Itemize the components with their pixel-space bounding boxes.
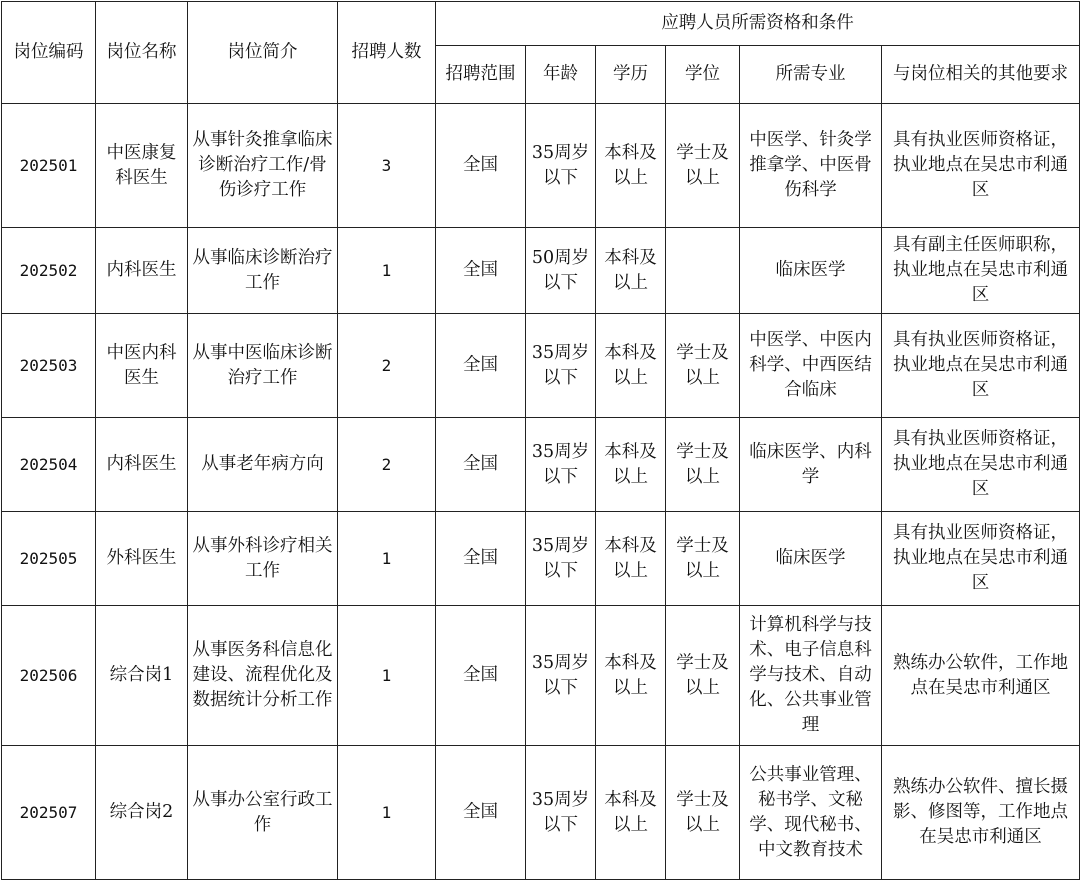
cell-name: 内科医生 (96, 228, 188, 314)
cell-intro: 从事老年病方向 (188, 418, 338, 512)
cell-scope: 全国 (436, 418, 526, 512)
cell-code: 202506 (2, 606, 96, 746)
cell-intro: 从事医务科信息化建设、流程优化及数据统计分析工作 (188, 606, 338, 746)
cell-name: 外科医生 (96, 512, 188, 606)
header-scope: 招聘范围 (436, 46, 526, 104)
header-other: 与岗位相关的其他要求 (882, 46, 1080, 104)
cell-degree: 学士及以上 (666, 418, 740, 512)
cell-other: 具有执业医师资格证，执业地点在吴忠市利通区 (882, 104, 1080, 228)
cell-count: 1 (338, 606, 436, 746)
cell-major: 中医学、针灸学推拿学、中医骨伤科学 (740, 104, 882, 228)
cell-major: 临床医学、内科学 (740, 418, 882, 512)
cell-scope: 全国 (436, 104, 526, 228)
cell-name: 中医内科医生 (96, 314, 188, 418)
cell-code: 202507 (2, 746, 96, 880)
cell-intro: 从事外科诊疗相关工作 (188, 512, 338, 606)
cell-scope: 全国 (436, 746, 526, 880)
cell-age: 35周岁以下 (526, 606, 596, 746)
cell-intro: 从事针灸推拿临床诊断治疗工作/骨伤诊疗工作 (188, 104, 338, 228)
cell-age: 35周岁以下 (526, 104, 596, 228)
cell-age: 50周岁以下 (526, 228, 596, 314)
cell-count: 1 (338, 746, 436, 880)
cell-education: 本科及以上 (596, 104, 666, 228)
cell-code: 202505 (2, 512, 96, 606)
cell-code: 202501 (2, 104, 96, 228)
table-row (2, 606, 1080, 746)
cell-other: 具有执业医师资格证，执业地点在吴忠市利通区 (882, 512, 1080, 606)
cell-other: 熟练办公软件、擅长摄影、修图等，工作地点在吴忠市利通区 (882, 746, 1080, 880)
cell-name: 综合岗1 (96, 606, 188, 746)
table-row (2, 314, 1080, 418)
cell-intro: 从事中医临床诊断治疗工作 (188, 314, 338, 418)
table-row (2, 104, 1080, 228)
cell-intro: 从事临床诊断治疗工作 (188, 228, 338, 314)
cell-age: 35周岁以下 (526, 314, 596, 418)
cell-name: 内科医生 (96, 418, 188, 512)
cell-age: 35周岁以下 (526, 512, 596, 606)
cell-other: 具有执业医师资格证，执业地点在吴忠市利通区 (882, 314, 1080, 418)
cell-major: 公共事业管理、秘书学、文秘学、现代秘书、中文教育技术 (740, 746, 882, 880)
cell-degree: 学士及以上 (666, 746, 740, 880)
header-major: 所需专业 (740, 46, 882, 104)
recruitment-table (1, 1, 1080, 880)
cell-major: 临床医学 (740, 228, 882, 314)
cell-code: 202502 (2, 228, 96, 314)
table-row (2, 418, 1080, 512)
cell-intro: 从事办公室行政工作 (188, 746, 338, 880)
header-code: 岗位编码 (2, 2, 96, 104)
cell-count: 1 (338, 512, 436, 606)
cell-other: 具有副主任医师职称，执业地点在吴忠市利通区 (882, 228, 1080, 314)
table-row (2, 746, 1080, 880)
cell-scope: 全国 (436, 228, 526, 314)
cell-age: 35周岁以下 (526, 746, 596, 880)
header-intro: 岗位简介 (188, 2, 338, 104)
cell-degree: 学士及以上 (666, 606, 740, 746)
cell-scope: 全国 (436, 512, 526, 606)
cell-other: 具有执业医师资格证，执业地点在吴忠市利通区 (882, 418, 1080, 512)
cell-degree: 学士及以上 (666, 314, 740, 418)
cell-education: 本科及以上 (596, 228, 666, 314)
header-count: 招聘人数 (338, 2, 436, 104)
cell-major: 计算机科学与技术、电子信息科学与技术、自动化、公共事业管理 (740, 606, 882, 746)
cell-count: 2 (338, 418, 436, 512)
cell-degree: 学士及以上 (666, 512, 740, 606)
header-name: 岗位名称 (96, 2, 188, 104)
table-row (2, 512, 1080, 606)
cell-education: 本科及以上 (596, 418, 666, 512)
header-education: 学历 (596, 46, 666, 104)
cell-education: 本科及以上 (596, 512, 666, 606)
cell-education: 本科及以上 (596, 314, 666, 418)
cell-count: 2 (338, 314, 436, 418)
header-row-1 (2, 2, 1080, 46)
cell-education: 本科及以上 (596, 606, 666, 746)
table-row (2, 228, 1080, 314)
header-degree: 学位 (666, 46, 740, 104)
cell-major: 临床医学 (740, 512, 882, 606)
cell-name: 综合岗2 (96, 746, 188, 880)
cell-code: 202503 (2, 314, 96, 418)
cell-count: 1 (338, 228, 436, 314)
cell-major: 中医学、中医内科学、中西医结合临床 (740, 314, 882, 418)
cell-code: 202504 (2, 418, 96, 512)
cell-scope: 全国 (436, 606, 526, 746)
cell-degree: 学士及以上 (666, 104, 740, 228)
cell-other: 熟练办公软件，工作地点在吴忠市利通区 (882, 606, 1080, 746)
cell-scope: 全国 (436, 314, 526, 418)
cell-count: 3 (338, 104, 436, 228)
header-requirements-group: 应聘人员所需资格和条件 (436, 2, 1080, 46)
header-age: 年龄 (526, 46, 596, 104)
cell-degree (666, 228, 740, 314)
cell-name: 中医康复科医生 (96, 104, 188, 228)
cell-age: 35周岁以下 (526, 418, 596, 512)
cell-education: 本科及以上 (596, 746, 666, 880)
